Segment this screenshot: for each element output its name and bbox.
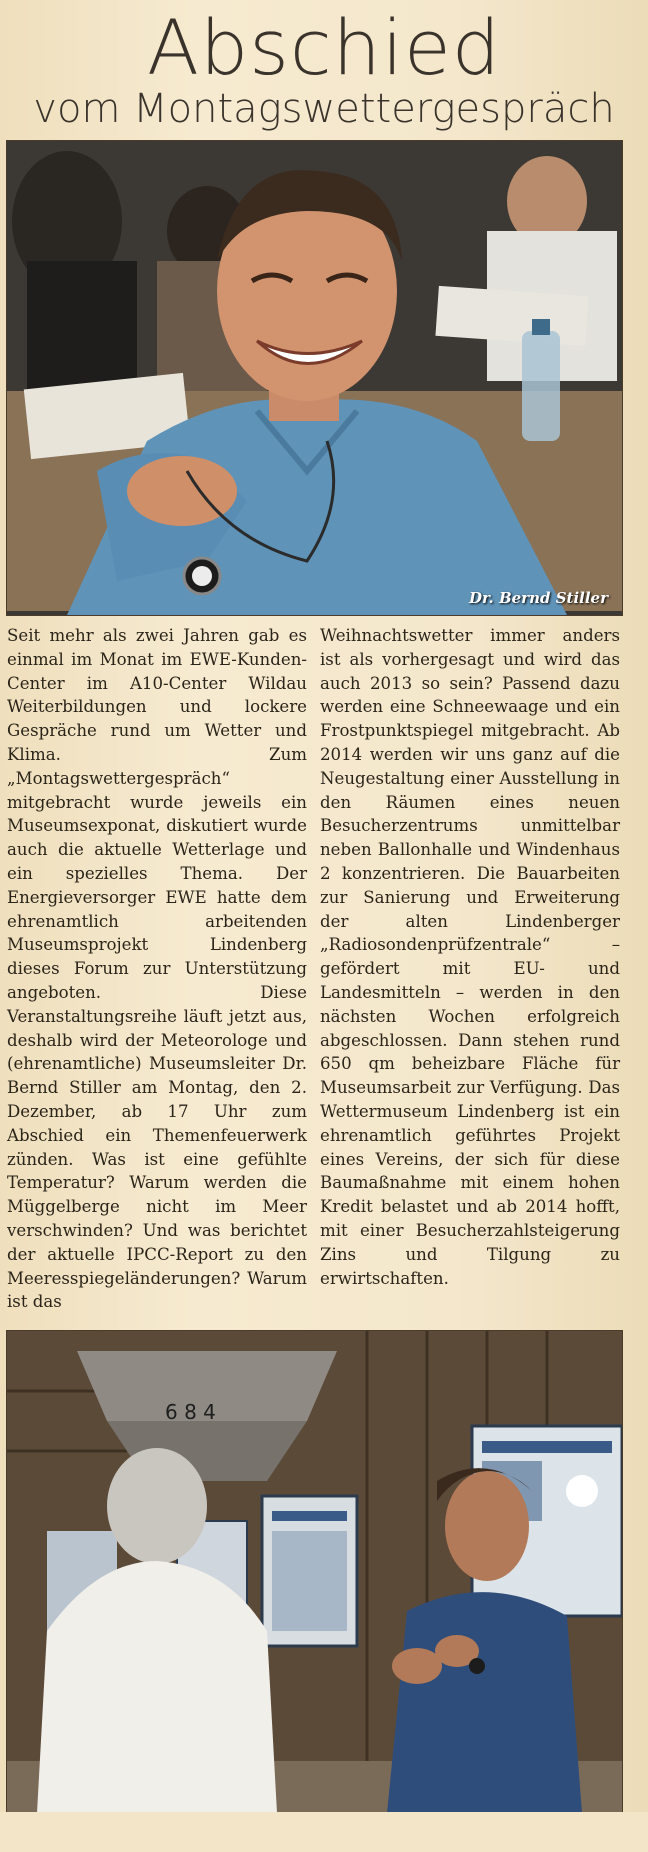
page-margin — [0, 1812, 648, 1852]
photo-credit: Dr. Bernd Stiller — [468, 589, 608, 607]
headline: Abschied — [147, 3, 501, 92]
museum-photo-illustration — [7, 1331, 622, 1813]
article-paragraph-left: Seit mehr als zwei Jahren gab es einmal im Monat im EWE-Kunden-Center im A10-Center Wildau Weiterbildungen und lockere Gespräche rund um Wetter und Klima. Zum „Montagswettergespräch“ mitgebracht wurde jeweils ein Museumsexponat, diskutiert wurde auch die aktuelle Wetterlage und ein spezielles Thema. Der Energieversorger EWE hatte dem ehrenamtlich arbeitenden Museumsprojekt Lindenberg dieses Forum zur Unterstützung angeboten. Diese Veranstaltungsreihe läuft jetzt aus, deshalb wird der Meteorologe und (ehrenamtliche) Museumsleiter Dr. Bernd Stiller am Montag, den 2. Dezember, ab 17 Uhr zum Abschied ein Themenfeuerwerk zünden. Was ist eine gefühlte Temperatur? Warum werden die Müggelberge nicht im Meer verschwinden? Und was berichtet der aktuelle IPCC-Report zu den Meeresspiegeländerungen? Warum ist das — [7, 626, 307, 1312]
museum-photo — [6, 1330, 623, 1814]
portrait-photo — [6, 140, 623, 616]
article-column-right — [320, 624, 620, 1290]
subheadline: vom Montagswettergespräch — [33, 86, 615, 132]
article-paragraph-right: Weihnachtswetter immer anders ist als vorhergesagt und wird das auch 2013 so sein? Passend dazu werden eine Schneewaage und ein Frostpunktspiegel mitgebracht. Ab 2014 werden wir uns ganz auf die Neugestaltung einer Ausstellung in den Räumen eines neuen Besucherzentrums unmittelbar neben Ballonhalle und Windenhaus 2 konzentrieren. Die Bauarbeiten zur Sanierung und Erweiterung der alten Lindenberger „Radiosondenprüfzentrale“ – gefördert mit EU- und Landesmitteln – werden in den nächsten Wochen erfolgreich abgeschlossen. Dann stehen rund 650 qm beheizbare Fläche für Museumsarbeit zur Verfügung. Das Wettermuseum Lindenberg ist ein ehrenamtlich geführtes Projekt eines Vereins, der sich für diese Baumaßnahme mit einem hohen Kredit belastet und ab 2014 hofft, mit einer Besucherzahlsteigerung Zins und Tilgung zu erwirtschaften. — [320, 626, 620, 1288]
article-column-left — [7, 624, 307, 1314]
portrait-photo-illustration — [7, 141, 622, 615]
article-body — [7, 624, 622, 1324]
funnel-number: 6 8 4 — [165, 1400, 216, 1424]
